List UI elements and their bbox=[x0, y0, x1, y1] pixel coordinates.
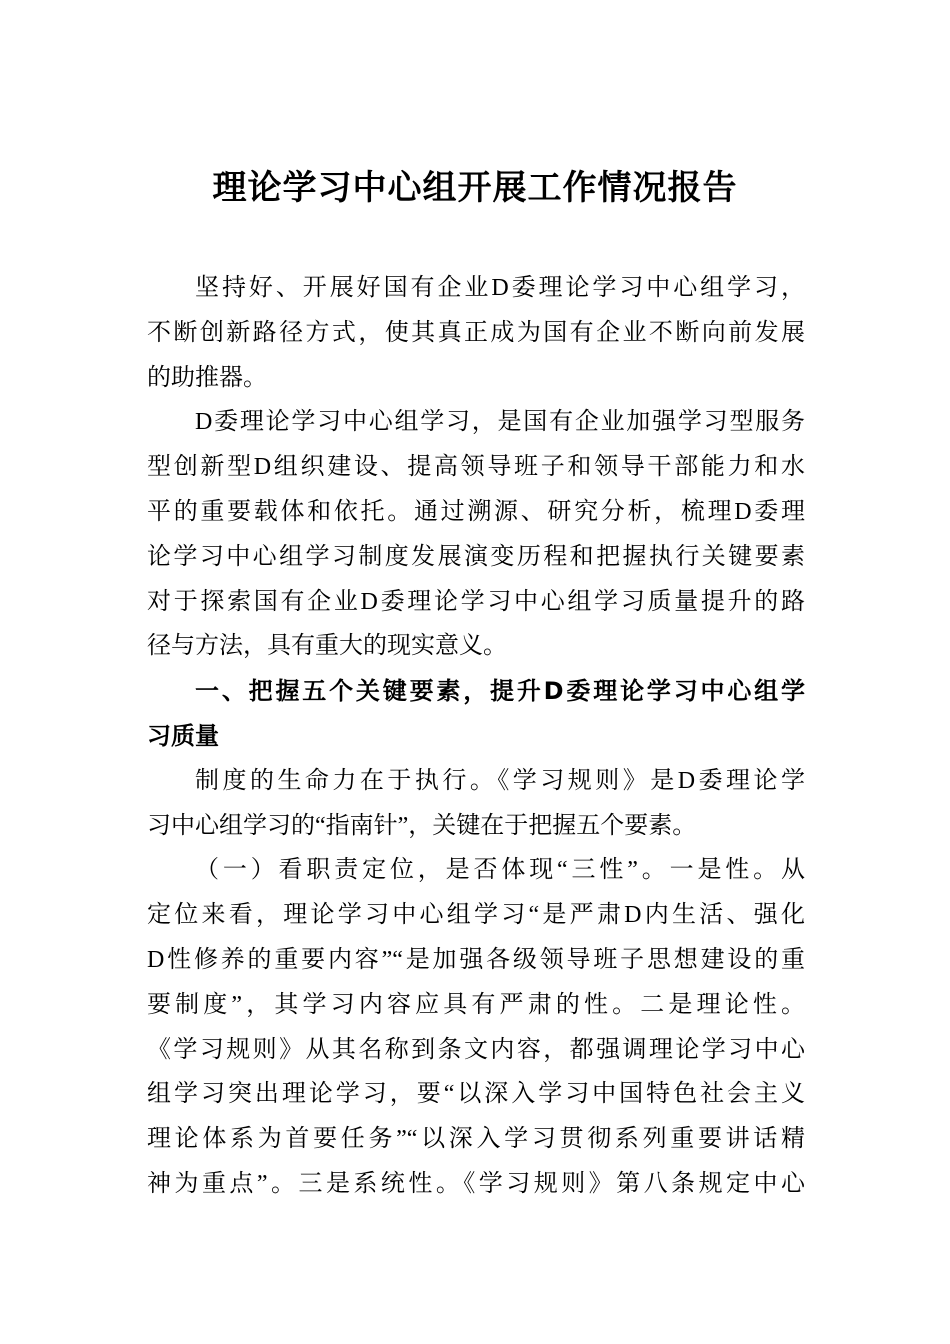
text-line: D性修养的重要内容”“是加强各级领导班子思想建设的重 bbox=[147, 946, 805, 973]
text-line: 的助推器。 bbox=[147, 364, 267, 391]
text-line: 神为重点”。三是系统性。《学习规则》第八条规定中心 bbox=[147, 1170, 805, 1197]
text-line: 要制度”，其学习内容应具有严肃的性。二是理论性。 bbox=[147, 991, 805, 1018]
paragraph-background bbox=[147, 400, 805, 669]
text-line: 不断创新路径方式，使其真正成为国有企业不断向前发展 bbox=[147, 319, 805, 346]
section-heading-1 bbox=[147, 669, 805, 759]
text-line: 定位来看，理论学习中心组学习“是严肃D内生活、强化 bbox=[147, 902, 805, 929]
text-line: 习中心组学习的“指南针”，关键在于把握五个要素。 bbox=[147, 812, 697, 839]
text-line: 组学习突出理论学习，要“以深入学习中国特色社会主义 bbox=[147, 1081, 805, 1108]
document-title: 理论学习中心组开展工作情况报告 bbox=[212, 168, 738, 208]
text-line: 论学习中心组学习制度发展演变历程和把握执行关键要素 bbox=[147, 543, 805, 570]
text-line: （一）看职责定位，是否体现“三性”。一是性。从 bbox=[195, 857, 805, 884]
document-body bbox=[147, 266, 805, 1207]
text-line: 理论体系为首要任务”“以深入学习贯彻系列重要讲话精 bbox=[147, 1126, 805, 1153]
paragraph-intro bbox=[147, 266, 805, 400]
text-line: 径与方法，具有重大的现实意义。 bbox=[147, 633, 507, 660]
text-line: 坚持好、开展好国有企业D委理论学习中心组学习， bbox=[195, 275, 805, 301]
text-line: 《学习规则》从其名称到条文内容，都强调理论学习中心 bbox=[147, 1036, 805, 1063]
text-line: 平的重要载体和依托。通过溯源、研究分析，梳理D委理 bbox=[147, 498, 805, 525]
text-line: D委理论学习中心组学习，是国有企业加强学习型服务 bbox=[195, 409, 805, 436]
heading-line: 习质量 bbox=[147, 721, 219, 750]
heading-line: 一、把握五个关键要素，提升D委理论学习中心组学 bbox=[195, 677, 805, 706]
text-line: 制度的生命力在于执行。《学习规则》是D委理论学 bbox=[195, 767, 805, 794]
text-line: 对于探索国有企业D委理论学习中心组学习质量提升的路 bbox=[147, 588, 805, 615]
text-line: 型创新型D组织建设、提高领导班子和领导干部能力和水 bbox=[147, 454, 805, 481]
paragraph-rules bbox=[147, 759, 805, 849]
paragraph-subsection-1 bbox=[147, 848, 805, 1206]
